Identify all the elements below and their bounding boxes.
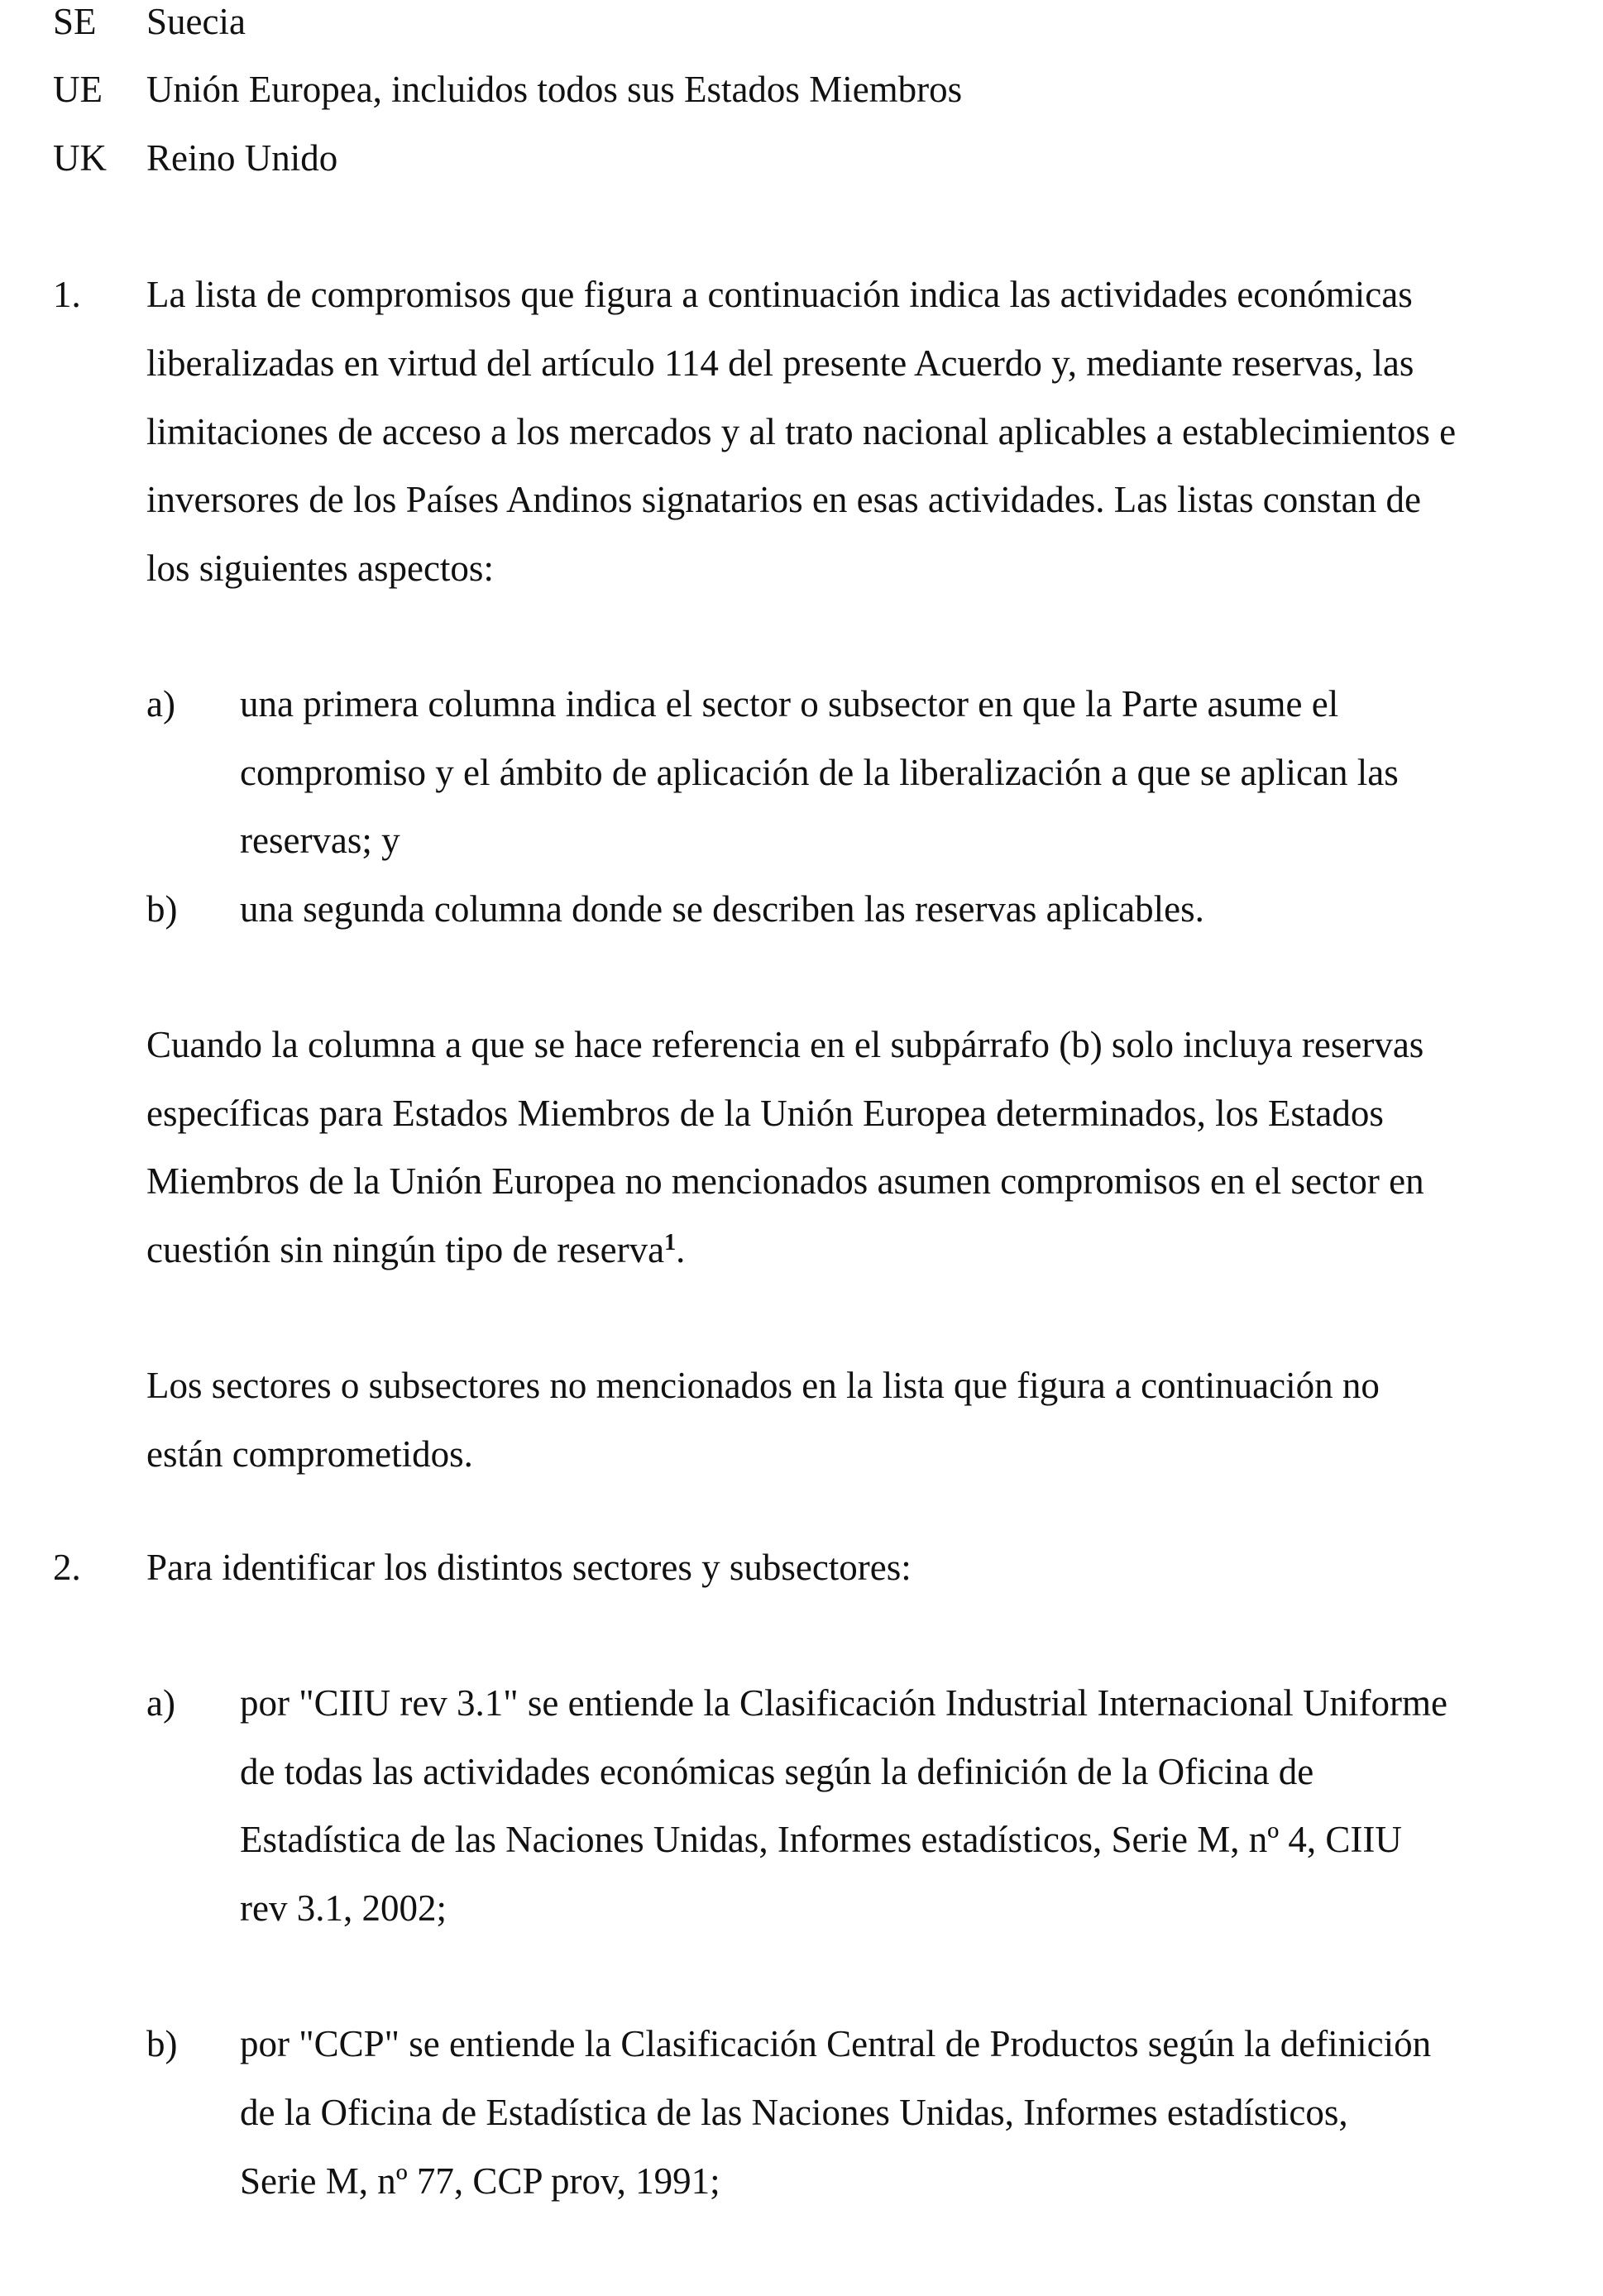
paragraph-line: Cuando la columna a que se hace referencia en el subpárrafo (b) solo incluya reservas xyxy=(146,1024,1424,1065)
list-item-line: una primera columna indica el sector o subsector en que la Parte asume el xyxy=(240,683,1339,725)
paragraph-line: Miembros de la Unión Europea no mencionados asumen compromisos en el sector en xyxy=(146,1160,1424,1202)
list-item-line: de todas las actividades económicas según la definición de la Oficina de xyxy=(240,1751,1314,1792)
paragraph-line: liberalizadas en virtud del artículo 114 del presente Acuerdo y, mediante reservas, las xyxy=(146,342,1414,384)
list-item-letter: a) xyxy=(146,683,175,725)
paragraph-line: La lista de compromisos que figura a continuación indica las actividades económicas xyxy=(146,274,1413,315)
list-item-line: Estadística de las Naciones Unidas, Informes estadísticos, Serie M, nº 4, CIIU xyxy=(240,1819,1402,1860)
abbreviation-name: Reino Unido xyxy=(146,137,338,179)
section-number: 2. xyxy=(53,1547,81,1588)
paragraph-line: limitaciones de acceso a los mercados y al trato nacional aplicables a establecimientos e xyxy=(146,411,1457,452)
abbreviation-code: UK xyxy=(53,137,107,179)
list-item-letter: b) xyxy=(146,888,178,930)
list-item-line: de la Oficina de Estadística de las Naciones Unidas, Informes estadísticos, xyxy=(240,2092,1348,2133)
list-item-line: Serie M, nº 77, CCP prov, 1991; xyxy=(240,2160,720,2202)
list-item-line: por "CCP" se entiende la Clasificación Central de Productos según la definición xyxy=(240,2023,1432,2064)
list-item-letter: b) xyxy=(146,2023,178,2064)
abbreviation-code: SE xyxy=(53,1,97,42)
paragraph-line xyxy=(146,1229,686,1270)
list-item-line: rev 3.1, 2002; xyxy=(240,1887,447,1929)
paragraph-line: Los sectores o subsectores no mencionados en la lista que figura a continuación no xyxy=(146,1365,1380,1406)
paragraph-line: específicas para Estados Miembros de la Unión Europea determinados, los Estados xyxy=(146,1093,1384,1134)
abbreviation-name: Unión Europea, incluidos todos sus Estados Miembros xyxy=(146,69,963,110)
list-item-line: reservas; y xyxy=(240,820,400,861)
abbreviation-name: Suecia xyxy=(146,1,246,42)
paragraph-text: . xyxy=(676,1229,686,1270)
list-item-line: por "CIIU rev 3.1" se entiende la Clasificación Industrial Internacional Uniforme xyxy=(240,1682,1447,1724)
abbreviation-code: UE xyxy=(53,69,103,110)
list-item-letter: a) xyxy=(146,1682,175,1724)
paragraph-line: inversores de los Países Andinos signatarios en esas actividades. Las listas constan de xyxy=(146,479,1421,520)
footnote-marker[interactable]: 1 xyxy=(664,1230,677,1256)
list-item-line: una segunda columna donde se describen las reservas aplicables. xyxy=(240,888,1204,930)
section-number: 1. xyxy=(53,274,81,315)
paragraph-line: están comprometidos. xyxy=(146,1433,473,1475)
paragraph-line: Para identificar los distintos sectores y subsectores: xyxy=(146,1547,912,1588)
paragraph-line: los siguientes aspectos: xyxy=(146,548,494,589)
list-item-line: compromiso y el ámbito de aplicación de la liberalización a que se aplican las xyxy=(240,752,1399,793)
paragraph-text: cuestión sin ningún tipo de reserva xyxy=(146,1229,665,1270)
